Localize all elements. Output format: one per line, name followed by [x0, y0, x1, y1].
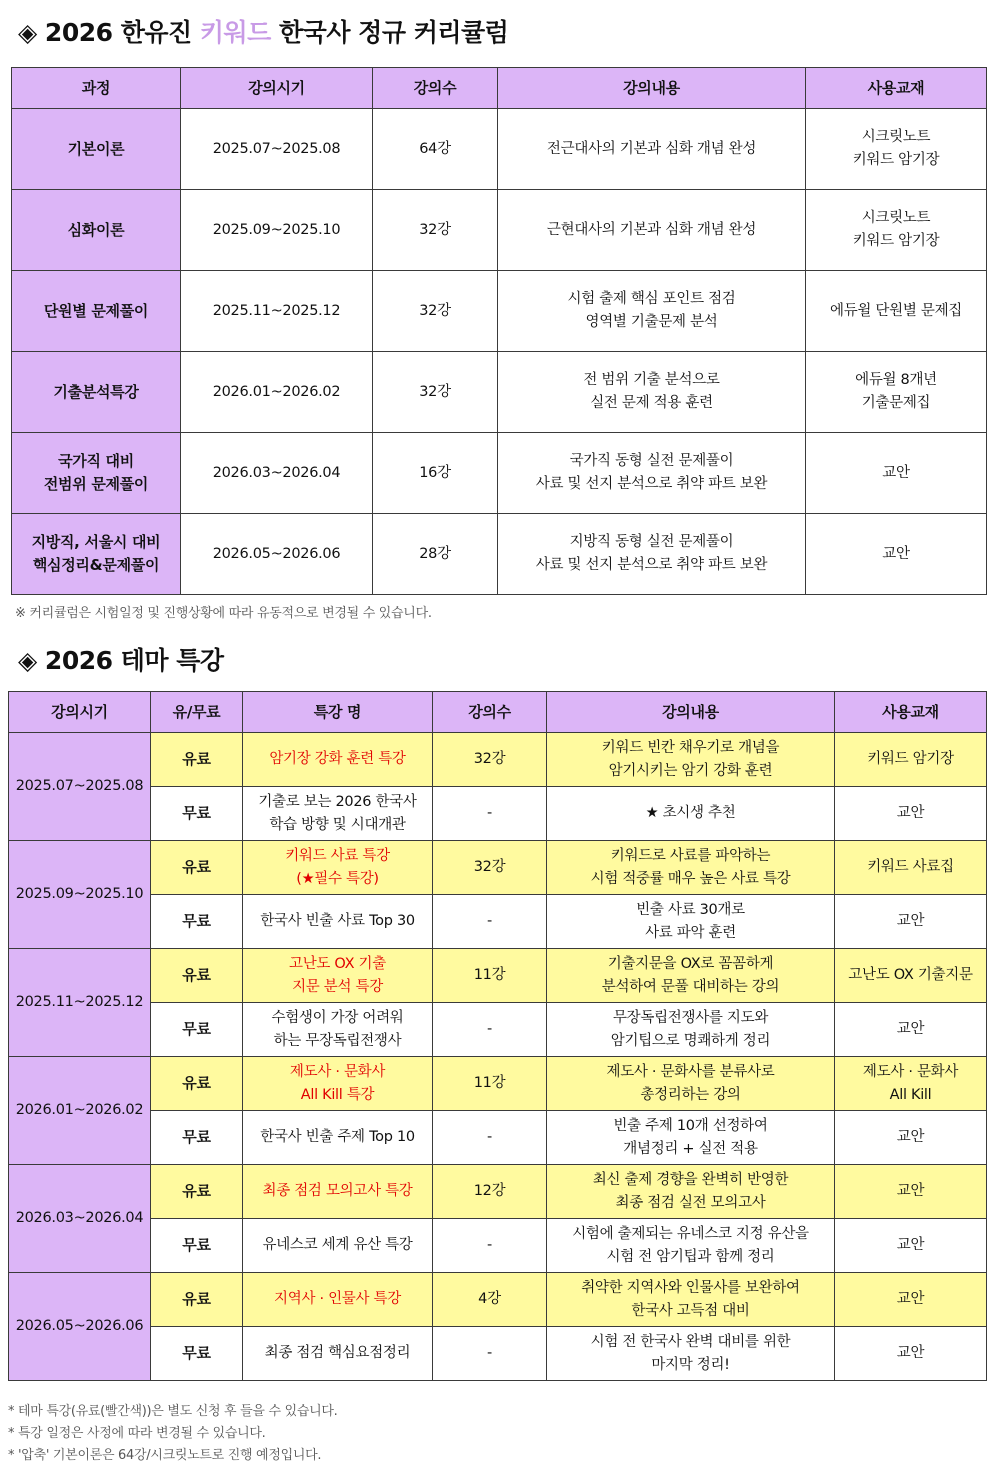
table-row	[9, 1111, 987, 1165]
lecture-content-line: 마지막 정리!	[651, 1356, 730, 1373]
table-row	[12, 352, 987, 433]
header-count: 강의수	[373, 68, 498, 109]
textbook-line: 에듀윌 8개년	[855, 372, 937, 388]
lecture-content	[498, 190, 806, 271]
textbook	[835, 733, 987, 787]
course-name	[12, 271, 181, 352]
lecture-period: 2026.03~2026.04	[181, 433, 373, 514]
lecture-name	[243, 1219, 433, 1273]
lecture-content	[498, 109, 806, 190]
lecture-count: -	[433, 1219, 547, 1273]
textbook-line: 교안	[896, 913, 925, 929]
lecture-name-line: 하는 무장독립전쟁사	[273, 1032, 402, 1049]
lecture-count: 32강	[373, 352, 498, 433]
lecture-content-line: 무장독립전쟁사를 지도와	[612, 1009, 769, 1026]
textbook	[835, 1327, 987, 1381]
textbook	[835, 895, 987, 949]
fee-type: 무료	[151, 1219, 243, 1273]
lecture-content-line: 근현대사의 기본과 심화 개념 완성	[546, 221, 757, 238]
textbook-line: 키워드 암기장	[852, 233, 940, 249]
fee-type: 유료	[151, 733, 243, 787]
lecture-period: 2025.09~2025.10	[9, 841, 151, 949]
fee-type: 무료	[151, 1327, 243, 1381]
lecture-content-line: 시험 전 한국사 완벽 대비를 위한	[590, 1333, 791, 1350]
lecture-name-line: 유네스코 세계 유산 특강	[262, 1237, 413, 1253]
course-name-line: 국가직 대비	[58, 452, 134, 470]
lecture-content-line: 전 범위 기출 분석으로	[583, 372, 720, 388]
lecture-content-line: 전근대사의 기본과 심화 개념 완성	[546, 140, 757, 157]
header-count: 강의수	[433, 692, 547, 733]
theme-note: * '압축' 기본이론은 64강/시크릿노트로 진행 예정입니다.	[8, 1448, 322, 1463]
lecture-count: 11강	[433, 1057, 547, 1111]
lecture-name-line: 제도사 · 문화사	[289, 1063, 386, 1080]
lecture-content-line: ★ 초시생 추천	[645, 805, 736, 821]
curriculum-title-prefix: ◈ 2026 한유진	[18, 18, 200, 47]
lecture-name-line: 지역사 · 인물사 특강	[274, 1291, 401, 1307]
lecture-name-line: 최종 점검 핵심요점정리	[264, 1345, 411, 1361]
lecture-period: 2026.01~2026.02	[181, 352, 373, 433]
lecture-name	[243, 1111, 433, 1165]
lecture-name-line: 키워드 사료 특강	[285, 847, 390, 864]
textbook	[835, 787, 987, 841]
lecture-count: 4강	[433, 1273, 547, 1327]
fee-type: 유료	[151, 1165, 243, 1219]
theme-lectures-title: ◈ 2026 테마 특강	[18, 646, 224, 675]
course-name-line: 지방직, 서울시 대비	[31, 533, 161, 551]
lecture-name	[243, 1057, 433, 1111]
textbook-line: 교안	[896, 1021, 925, 1037]
lecture-content	[547, 1219, 835, 1273]
table-row	[12, 190, 987, 271]
lecture-content-line: 시험 출제 핵심 포인트 점검	[567, 291, 736, 307]
lecture-count: 11강	[433, 949, 547, 1003]
fee-type: 유료	[151, 1273, 243, 1327]
fee-type: 유료	[151, 949, 243, 1003]
textbook-line: All Kill	[889, 1086, 932, 1103]
theme-lectures-table	[8, 691, 987, 1381]
lecture-period: 2025.09~2025.10	[181, 190, 373, 271]
lecture-period: 2026.01~2026.02	[9, 1057, 151, 1165]
fee-type: 유료	[151, 841, 243, 895]
lecture-content-line: 국가직 동형 실전 문제풀이	[569, 453, 734, 469]
curriculum-title	[18, 13, 508, 49]
table-row	[9, 1165, 987, 1219]
lecture-content-line: 한국사 고득점 대비	[631, 1302, 750, 1319]
lecture-name-line: (★필수 특강)	[296, 870, 379, 887]
curriculum-title-keyword: 키워드	[199, 18, 271, 47]
textbook	[806, 433, 987, 514]
course-name	[12, 433, 181, 514]
lecture-content-line: 사료 및 선지 분석으로 취약 파트 보완	[535, 557, 768, 573]
textbook	[835, 949, 987, 1003]
textbook-line: 교안	[896, 1237, 925, 1253]
lecture-name-line: 수험생이 가장 어려워	[271, 1009, 404, 1026]
lecture-period: 2026.05~2026.06	[181, 514, 373, 595]
lecture-name	[243, 949, 433, 1003]
textbook	[806, 352, 987, 433]
lecture-content	[498, 433, 806, 514]
textbook	[835, 841, 987, 895]
lecture-content-line: 암기시키는 암기 강화 훈련	[608, 762, 773, 779]
theme-note: * 특강 일정은 사정에 따라 변경될 수 있습니다.	[8, 1426, 266, 1441]
course-name-line: 심화이론	[67, 220, 125, 239]
lecture-name-line: 지문 분석 특강	[292, 978, 383, 995]
lecture-count: 32강	[373, 271, 498, 352]
textbook-line: 키워드 사료집	[867, 859, 954, 875]
theme-header-row	[9, 692, 987, 733]
lecture-count: 32강	[433, 733, 547, 787]
lecture-content-line: 암기팁으로 명쾌하게 정리	[610, 1032, 771, 1049]
textbook	[806, 271, 987, 352]
textbook-line: 교안	[896, 1291, 925, 1307]
course-name	[12, 109, 181, 190]
textbook	[835, 1057, 987, 1111]
textbook-line: 에듀윌 단원별 문제집	[830, 302, 962, 319]
lecture-name	[243, 1165, 433, 1219]
lecture-count: -	[433, 895, 547, 949]
lecture-content	[547, 841, 835, 895]
lecture-content-line: 영역별 기출문제 분석	[585, 314, 718, 330]
textbook-line: 교안	[882, 545, 910, 562]
lecture-name-line: 고난도 OX 기출	[289, 955, 386, 972]
lecture-period: 2025.11~2025.12	[181, 271, 373, 352]
lecture-content-line: 제도사 · 문화사를 분류사로	[606, 1063, 775, 1080]
textbook	[835, 1165, 987, 1219]
lecture-count: -	[433, 1003, 547, 1057]
lecture-content	[547, 949, 835, 1003]
lecture-name	[243, 841, 433, 895]
lecture-content	[547, 1003, 835, 1057]
header-book: 사용교재	[806, 68, 987, 109]
lecture-content-line: 키워드 빈칸 채우기로 개념을	[601, 739, 780, 756]
lecture-content-line: 최종 점검 실전 모의고사	[615, 1194, 766, 1211]
lecture-content-line: 시험에 출제되는 유네스코 지정 유산을	[572, 1225, 809, 1242]
textbook-line: 교안	[896, 805, 925, 821]
table-row	[9, 1219, 987, 1273]
lecture-count: 16강	[373, 433, 498, 514]
textbook-line: 교안	[882, 464, 910, 481]
lecture-count: -	[433, 1111, 547, 1165]
textbook-line: 시크릿노트	[861, 210, 931, 226]
fee-type: 유료	[151, 1057, 243, 1111]
lecture-content	[547, 1111, 835, 1165]
textbook-line: 제도사 · 문화사	[862, 1063, 959, 1080]
lecture-name	[243, 1273, 433, 1327]
header-course: 과정	[12, 68, 181, 109]
lecture-content	[498, 514, 806, 595]
lecture-period: 2026.05~2026.06	[9, 1273, 151, 1381]
theme-note: * 테마 특강(유료(빨간색))은 별도 신청 후 들을 수 있습니다.	[8, 1404, 338, 1419]
lecture-period: 2026.03~2026.04	[9, 1165, 151, 1273]
lecture-content-line: 분석하여 문풀 대비하는 강의	[601, 978, 780, 995]
fee-type: 무료	[151, 787, 243, 841]
header-period: 강의시기	[181, 68, 373, 109]
header-content: 강의내용	[547, 692, 835, 733]
lecture-content	[547, 1057, 835, 1111]
course-name-line: 핵심정리&문제풀이	[32, 556, 160, 574]
lecture-content-line: 빈출 사료 30개로	[636, 901, 745, 918]
lecture-content-line: 총정리하는 강의	[640, 1086, 741, 1103]
lecture-content	[498, 352, 806, 433]
lecture-content-line: 사료 파악 훈련	[645, 924, 736, 941]
lecture-content-line: 최신 출제 경향을 완벽히 반영한	[592, 1171, 789, 1188]
lecture-count: -	[433, 787, 547, 841]
fee-type: 무료	[151, 1003, 243, 1057]
textbook	[835, 1273, 987, 1327]
table-row	[12, 109, 987, 190]
textbook-line: 고난도 OX 기출지문	[848, 967, 973, 983]
header-content: 강의내용	[498, 68, 806, 109]
lecture-name-line: 학습 방향 및 시대개관	[269, 816, 406, 833]
header-period: 강의시기	[9, 692, 151, 733]
lecture-content-line: 시험 적중률 매우 높은 사료 특강	[590, 870, 791, 887]
curriculum-table	[11, 67, 987, 595]
textbook-line: 교안	[896, 1183, 925, 1199]
textbook	[806, 190, 987, 271]
lecture-count: 32강	[373, 190, 498, 271]
curriculum-header-row	[12, 68, 987, 109]
table-row	[12, 271, 987, 352]
table-row	[9, 895, 987, 949]
lecture-content-line: 키워드로 사료를 파악하는	[610, 847, 771, 864]
textbook	[806, 514, 987, 595]
textbook-line: 키워드 암기장	[867, 751, 954, 767]
lecture-name-line: 암기장 강화 훈련 특강	[269, 751, 406, 767]
lecture-content-line: 취약한 지역사와 인물사를 보완하여	[581, 1279, 800, 1296]
lecture-name-line: 최종 점검 모의고사 특강	[262, 1183, 413, 1199]
curriculum-note: ※ 커리큘럼은 시험일정 및 진행상황에 따라 유동적으로 변경될 수 있습니다.	[15, 606, 432, 621]
lecture-content-line: 빈출 주제 10개 선정하여	[613, 1117, 768, 1134]
lecture-name-line: All Kill 특강	[300, 1086, 375, 1103]
textbook-line: 키워드 암기장	[852, 152, 940, 168]
lecture-name	[243, 1003, 433, 1057]
textbook-line: 기출문제집	[861, 395, 931, 411]
course-name-line: 기출분석특강	[53, 382, 139, 401]
header-fee: 유/무료	[151, 692, 243, 733]
lecture-content	[547, 1327, 835, 1381]
course-name	[12, 514, 181, 595]
lecture-name-line: 기출로 보는 2026 한국사	[258, 793, 417, 810]
header-lecture-name: 특강 명	[243, 692, 433, 733]
lecture-name	[243, 895, 433, 949]
course-name-line: 기본이론	[67, 139, 125, 158]
course-name	[12, 352, 181, 433]
curriculum-title-suffix: 한국사 정규 커리큘럼	[270, 18, 509, 47]
textbook	[806, 109, 987, 190]
table-row	[9, 949, 987, 1003]
lecture-content	[547, 733, 835, 787]
lecture-content-line: 기출지문을 OX로 꼼꼼하게	[607, 955, 774, 972]
lecture-content	[547, 1165, 835, 1219]
lecture-period: 2025.07~2025.08	[9, 733, 151, 841]
header-book: 사용교재	[835, 692, 987, 733]
textbook-line: 교안	[896, 1129, 925, 1145]
table-row	[9, 1327, 987, 1381]
table-row	[12, 514, 987, 595]
table-row	[9, 1057, 987, 1111]
theme-notes	[8, 1401, 337, 1467]
table-row	[9, 1003, 987, 1057]
lecture-content-line: 실전 문제 적용 훈련	[590, 395, 713, 411]
fee-type: 무료	[151, 895, 243, 949]
table-row	[9, 841, 987, 895]
textbook	[835, 1219, 987, 1273]
lecture-name	[243, 1327, 433, 1381]
table-row	[9, 733, 987, 787]
course-name	[12, 190, 181, 271]
lecture-count: 32강	[433, 841, 547, 895]
table-row	[9, 787, 987, 841]
course-name-line: 단원별 문제풀이	[43, 301, 149, 320]
lecture-content-line: 지방직 동형 실전 문제풀이	[569, 534, 734, 550]
lecture-count: 64강	[373, 109, 498, 190]
lecture-name-line: 한국사 빈출 주제 Top 10	[260, 1129, 415, 1145]
lecture-name	[243, 787, 433, 841]
lecture-content	[498, 271, 806, 352]
lecture-count: 28강	[373, 514, 498, 595]
lecture-name	[243, 733, 433, 787]
textbook	[835, 1111, 987, 1165]
lecture-content-line: 사료 및 선지 분석으로 취약 파트 보완	[535, 476, 768, 492]
lecture-content	[547, 895, 835, 949]
lecture-content-line: 개념정리 + 실전 적용	[623, 1140, 758, 1157]
lecture-content	[547, 787, 835, 841]
lecture-period: 2025.07~2025.08	[181, 109, 373, 190]
fee-type: 무료	[151, 1111, 243, 1165]
table-row	[12, 433, 987, 514]
table-row	[9, 1273, 987, 1327]
lecture-name-line: 한국사 빈출 사료 Top 30	[260, 913, 415, 929]
textbook	[835, 1003, 987, 1057]
textbook-line: 시크릿노트	[861, 129, 931, 145]
lecture-count: -	[433, 1327, 547, 1381]
lecture-period: 2025.11~2025.12	[9, 949, 151, 1057]
course-name-line: 전범위 문제풀이	[43, 475, 149, 493]
lecture-content-line: 시험 전 암기팁과 함께 정리	[606, 1248, 775, 1265]
lecture-content	[547, 1273, 835, 1327]
lecture-count: 12강	[433, 1165, 547, 1219]
textbook-line: 교안	[896, 1345, 925, 1361]
